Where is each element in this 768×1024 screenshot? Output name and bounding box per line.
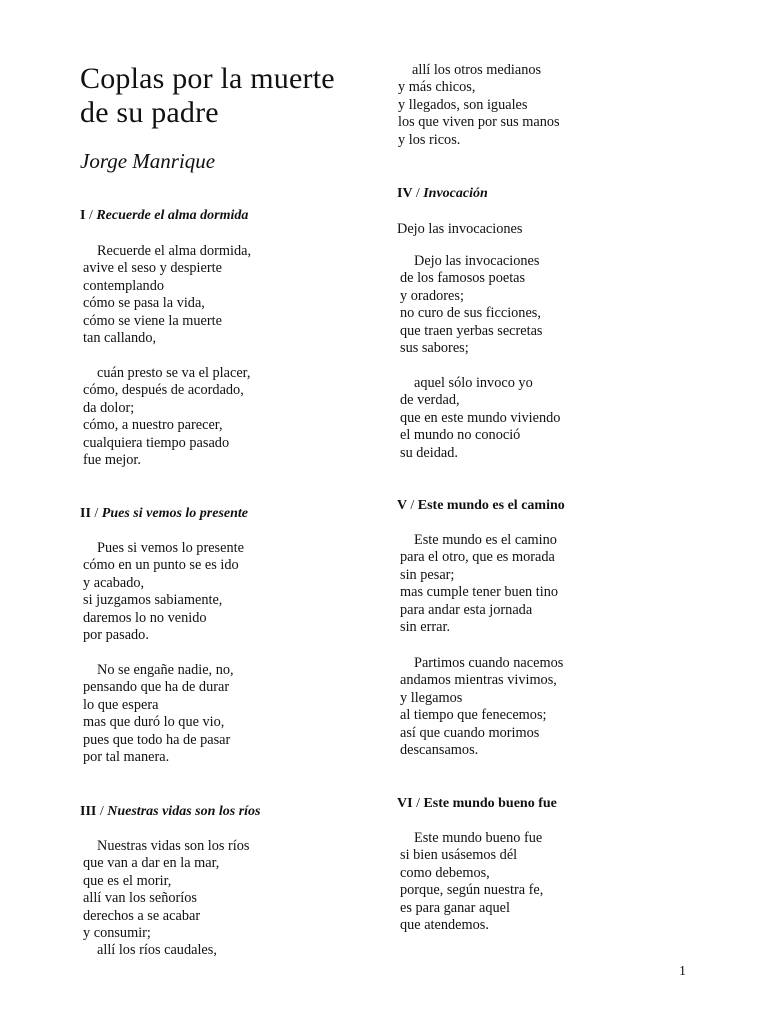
section-numeral: VI <box>397 796 413 811</box>
section-numeral: I <box>80 208 86 223</box>
verse-line: allí los otros medianos <box>412 62 542 78</box>
verse-line: Este mundo es el camino <box>414 532 557 548</box>
stanza-2-2 <box>83 662 234 766</box>
verse-line: allí los ríos caudales, <box>97 942 217 959</box>
verse-line: al tiempo que fenecemos; <box>400 707 547 724</box>
verse-line: derechos a se acabar <box>83 907 201 924</box>
verse-line: cómo, a nuestro parecer, <box>83 417 223 434</box>
verse-line: sin pesar; <box>400 566 455 583</box>
verse-line: Pues si vemos lo presente <box>97 540 244 556</box>
verse-line: allí van los señoríos <box>83 890 197 907</box>
stanza-3-1-continued <box>398 62 560 149</box>
verse-line: cómo en un punto se es ido <box>83 557 239 574</box>
section-subtitle: Dejo las invocaciones <box>397 221 523 237</box>
verse-line: Nuestras vidas son los ríos <box>97 838 250 854</box>
verse-line: fue mejor. <box>83 451 141 468</box>
verse-line: tan callando, <box>83 329 157 346</box>
verse-line: sus sabores; <box>400 339 469 356</box>
verse-line: porque, según nuestra fe, <box>400 882 544 899</box>
verse-line: y más chicos, <box>398 79 476 96</box>
verse-line: avive el seso y despierte <box>83 260 222 277</box>
verse-line: Dejo las invocaciones <box>414 253 540 269</box>
section-heading-2 <box>80 505 248 523</box>
verse-line: que traen yerbas secretas <box>400 322 543 339</box>
section-numeral: II <box>80 506 91 521</box>
verse-line: lo que espera <box>83 696 159 713</box>
verse-line: Partimos cuando nacemos <box>414 655 564 671</box>
verse-line: así que cuando morimos <box>400 724 540 741</box>
verse-line: que es el morir, <box>83 872 172 889</box>
section-heading-4 <box>397 185 488 203</box>
verse-line: contemplando <box>83 277 164 294</box>
verse-line: mas que duró lo que vio, <box>83 714 225 731</box>
section-heading-1 <box>80 207 248 225</box>
verse-line: su deidad. <box>400 444 458 461</box>
verse-line: pensando que ha de durar <box>83 679 230 696</box>
verse-line: que atendemos. <box>400 916 489 933</box>
verse-line: y acabado, <box>83 574 145 591</box>
section-numeral: V <box>397 498 407 513</box>
section-separator: / <box>94 506 99 521</box>
section-separator: / <box>88 208 93 223</box>
verse-line: pues que todo ha de pasar <box>83 731 231 748</box>
section-heading-6 <box>397 795 557 813</box>
document-author: Jorge Manrique <box>80 149 216 173</box>
verse-line: es para ganar aquel <box>400 899 510 916</box>
section-separator: / <box>410 498 415 513</box>
verse-line: descansamos. <box>400 741 479 758</box>
verse-line: los que viven por sus manos <box>398 114 560 131</box>
section-title: Invocación <box>423 186 488 201</box>
verse-line: daremos lo no venido <box>83 609 207 626</box>
verse-line: como debemos, <box>400 864 490 881</box>
verse-line: andamos mientras vivimos, <box>400 672 557 689</box>
stanza-4-1 <box>400 253 543 357</box>
verse-line: que en este mundo viviendo <box>400 409 561 426</box>
verse-line: Este mundo bueno fue <box>414 830 543 846</box>
section-title: Este mundo bueno fue <box>423 796 557 811</box>
verse-line: y llegamos <box>400 689 463 706</box>
stanza-4-2 <box>400 375 560 462</box>
section-separator: / <box>416 796 420 811</box>
verse-line: y los ricos. <box>398 131 461 148</box>
section-separator: / <box>99 804 104 819</box>
stanza-6-1 <box>400 830 543 934</box>
section-title: Pues si vemos lo presente <box>101 506 249 521</box>
section-numeral: IV <box>397 186 413 201</box>
stanza-2-1 <box>83 540 244 644</box>
stanza-5-2 <box>400 655 563 759</box>
verse-line: de los famosos poetas <box>400 270 526 287</box>
document-title-line-2: de su padre <box>80 96 219 129</box>
verse-line: cuán presto se va el placer, <box>97 365 251 381</box>
verse-line: sin errar. <box>400 618 451 635</box>
section-title: Este mundo es el camino <box>417 498 565 513</box>
verse-line: da dolor; <box>83 399 135 416</box>
verse-line: Recuerde el alma dormida, <box>97 243 252 259</box>
verse-line: por tal manera. <box>83 748 170 765</box>
verse-line: para el otro, que es morada <box>400 549 555 566</box>
document-title <box>80 62 335 130</box>
verse-line: y llegados, son iguales <box>398 96 528 113</box>
verse-line: por pasado. <box>83 626 149 643</box>
stanza-5-1 <box>400 532 558 636</box>
verse-line: el mundo no conoció <box>400 427 521 444</box>
verse-line: aquel sólo invoco yo <box>414 375 533 391</box>
stanza-1-1 <box>83 243 251 347</box>
verse-line: cómo se pasa la vida, <box>83 295 205 312</box>
verse-line: cualquiera tiempo pasado <box>83 434 230 451</box>
verse-line: si juzgamos sabiamente, <box>83 592 223 609</box>
section-separator: / <box>415 186 420 201</box>
document-title-line-1: Coplas por la muerte <box>80 62 335 95</box>
verse-line: y consumir; <box>83 924 151 941</box>
page-number: 1 <box>679 964 686 979</box>
section-numeral: III <box>80 804 97 819</box>
verse-line: no curo de sus ficciones, <box>400 305 541 322</box>
verse-line: que van a dar en la mar, <box>83 855 220 872</box>
section-heading-3 <box>80 803 261 821</box>
section-title: Recuerde el alma dormida <box>96 208 249 223</box>
verse-line: para andar esta jornada <box>400 601 533 618</box>
verse-line: de verdad, <box>400 392 460 409</box>
stanza-3-1 <box>83 838 250 960</box>
verse-line: cómo, después de acordado, <box>83 382 244 399</box>
stanza-1-2 <box>83 365 250 469</box>
verse-line: cómo se viene la muerte <box>83 312 222 329</box>
verse-line: si bien usásemos dél <box>400 847 518 864</box>
verse-line: y oradores; <box>400 287 464 304</box>
verse-line: mas cumple tener buen tino <box>400 584 559 601</box>
section-title: Nuestras vidas son los ríos <box>107 804 261 819</box>
section-heading-5 <box>397 497 565 515</box>
verse-line: No se engañe nadie, no, <box>97 662 234 678</box>
